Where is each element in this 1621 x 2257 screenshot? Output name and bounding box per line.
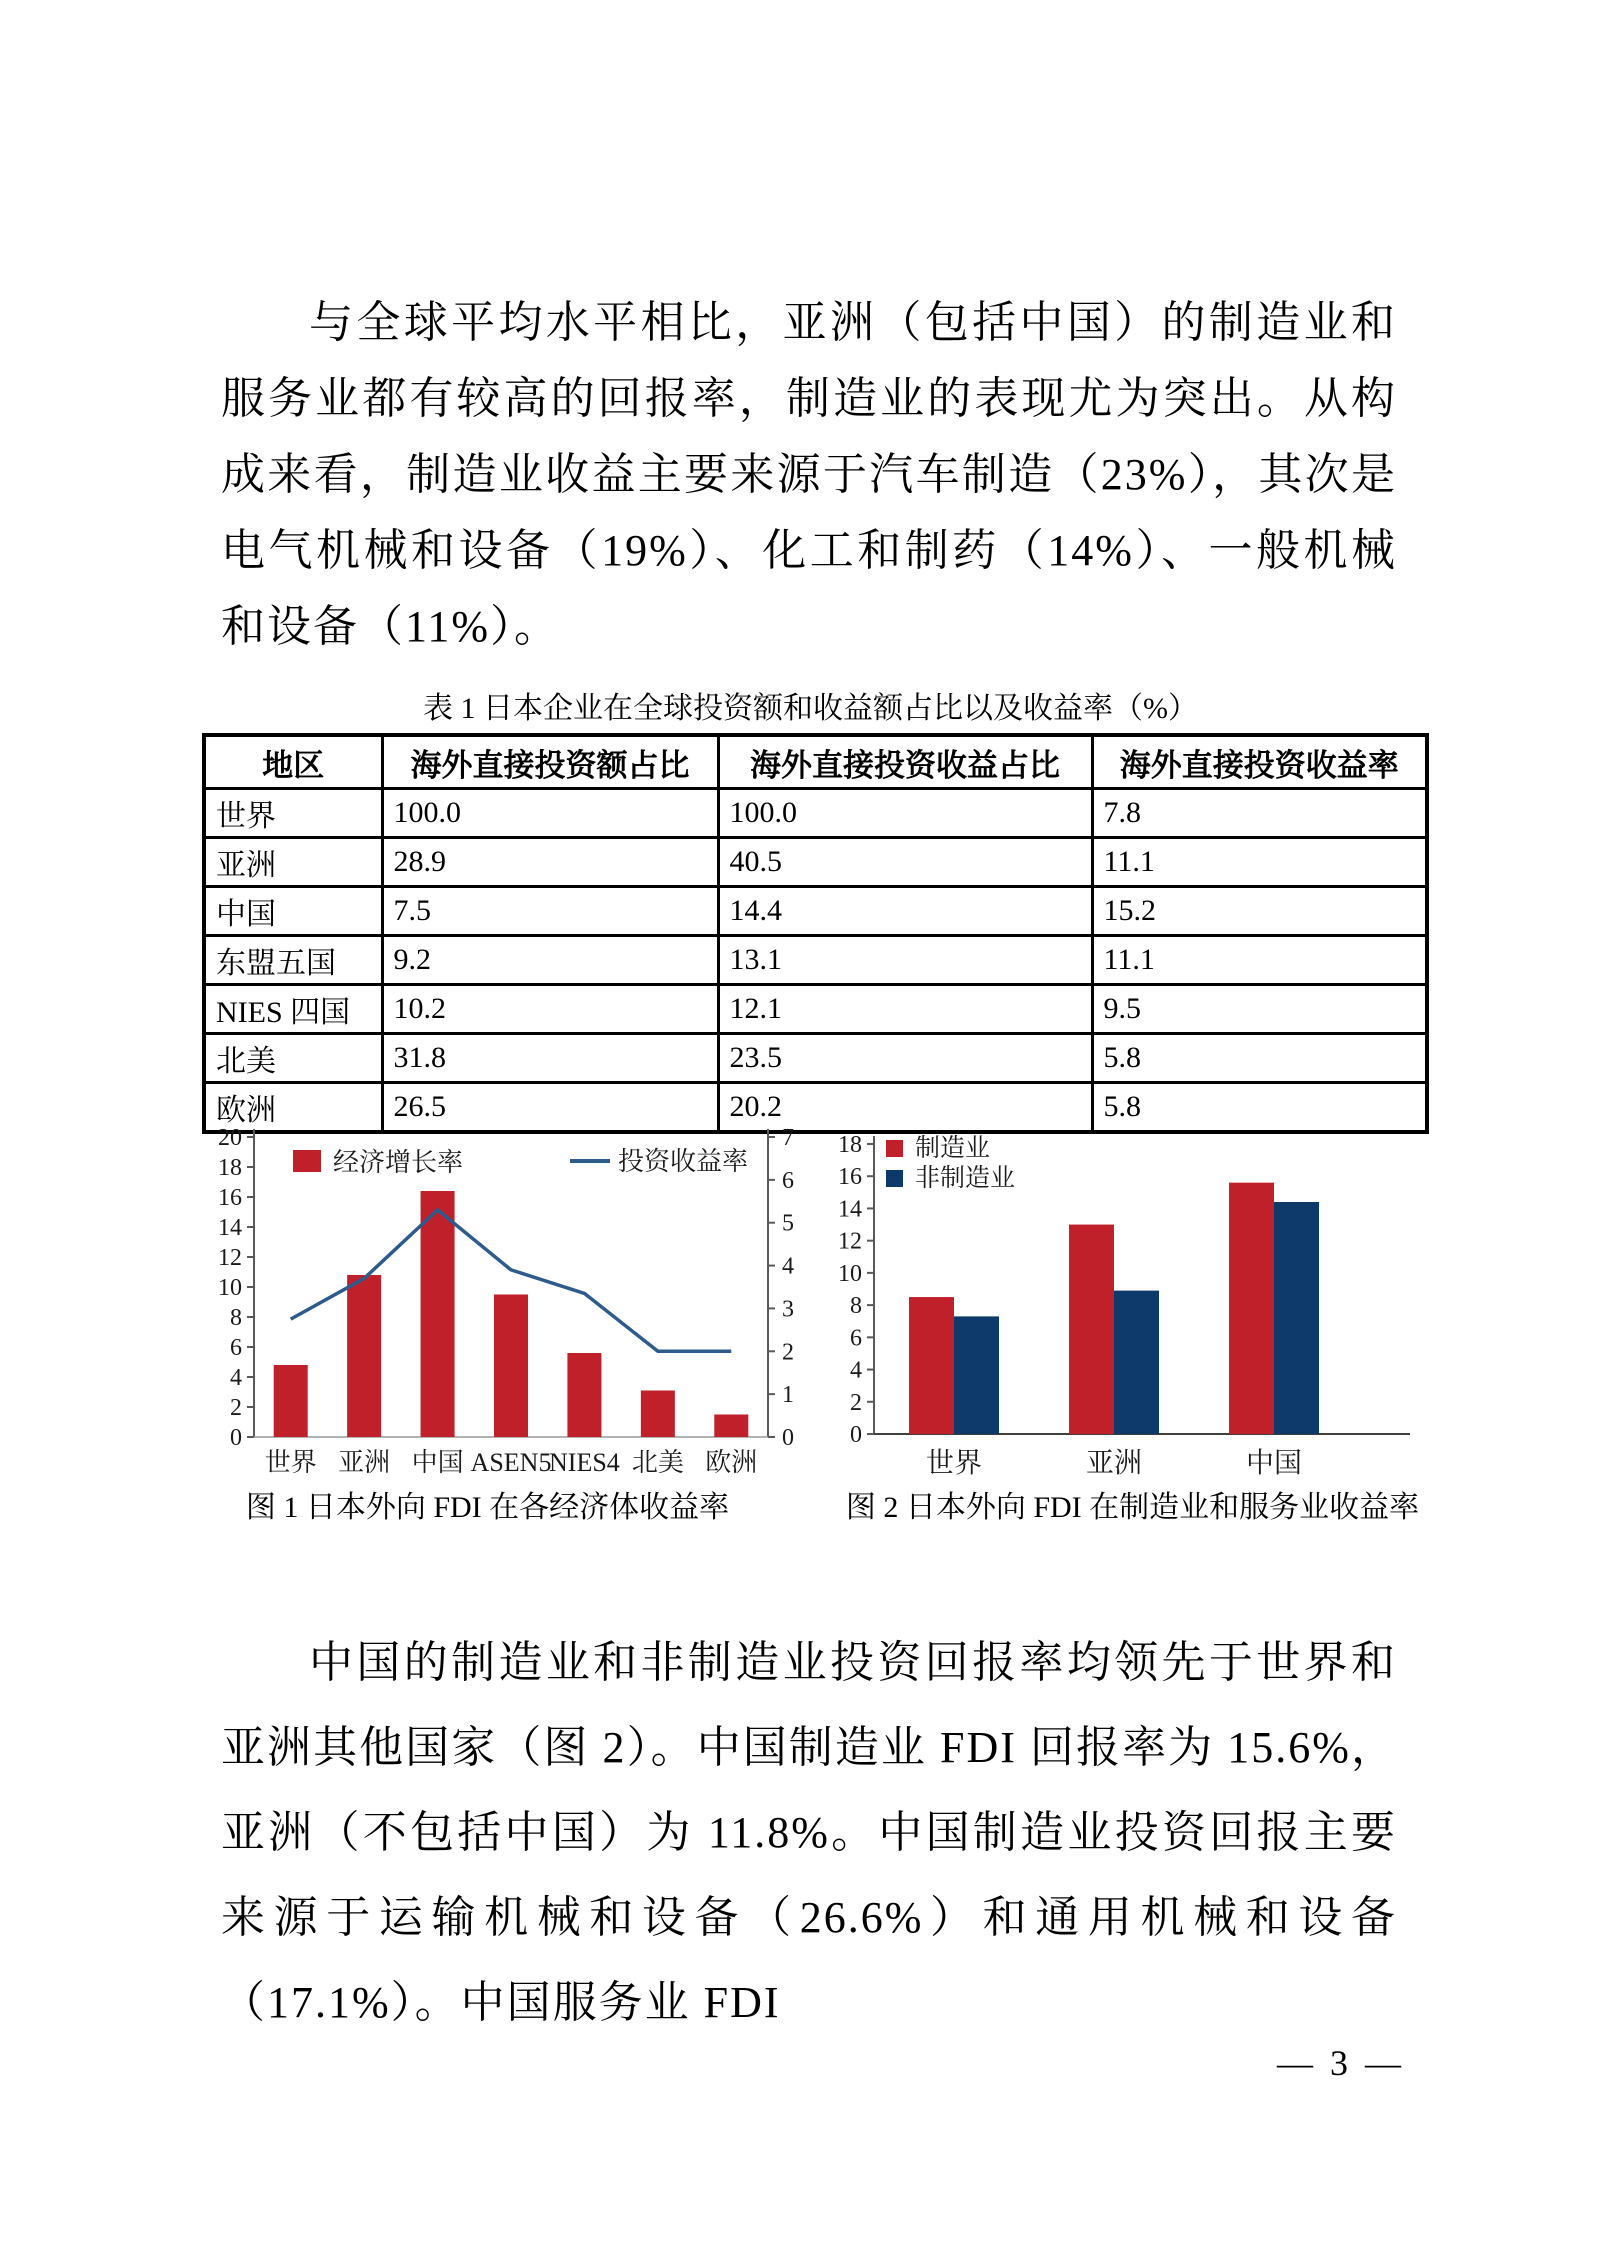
table-cell: 23.5 — [718, 1034, 1092, 1083]
y-tick-label: 18 — [218, 1155, 242, 1181]
y-tick-label-right: 4 — [782, 1253, 794, 1280]
y-tick-label: 20 — [218, 1125, 242, 1151]
table-header-cell: 地区 — [204, 735, 382, 789]
y-tick-label-right: 1 — [782, 1382, 794, 1409]
bar-制造业 — [1069, 1225, 1114, 1434]
y-tick-label: 0 — [850, 1422, 862, 1448]
page-number: — 3 — — [1277, 2043, 1405, 2083]
y-tick-label: 14 — [218, 1215, 242, 1241]
legend-label: 经济增长率 — [333, 1148, 464, 1177]
y-tick-label: 16 — [218, 1185, 242, 1211]
y-tick-label: 10 — [218, 1275, 242, 1301]
x-category-label: 欧洲 — [705, 1448, 758, 1476]
legend-label: 制造业 — [915, 1135, 991, 1162]
table-cell: 5.8 — [1092, 1083, 1427, 1133]
figure-1 — [165, 1104, 810, 1526]
y-tick-label: 16 — [838, 1164, 862, 1191]
y-tick-label: 6 — [230, 1335, 242, 1361]
table-cell: 北美 — [204, 1034, 382, 1083]
x-category-label: 亚洲 — [1085, 1448, 1143, 1476]
y-tick-label: 12 — [838, 1228, 862, 1255]
y-tick-label: 8 — [230, 1305, 242, 1331]
table-row — [204, 887, 1427, 936]
table-cell: 100.0 — [718, 789, 1092, 838]
bar-经济增长率 — [641, 1391, 675, 1438]
y-tick-label-right: 7 — [782, 1125, 794, 1151]
table-cell: 40.5 — [718, 838, 1092, 887]
table-cell: 31.8 — [382, 1034, 718, 1083]
table-cell: 世界 — [204, 789, 382, 838]
table-cell: NIES 四国 — [204, 985, 382, 1034]
bar-非制造业 — [1274, 1202, 1319, 1434]
figure-1-chart — [165, 1104, 810, 1476]
table-row — [204, 789, 1427, 838]
x-category-label: NIES4 — [549, 1448, 620, 1476]
legend-swatch — [886, 1170, 903, 1187]
x-category-label: 中国 — [1245, 1448, 1303, 1476]
y-tick-label-right: 6 — [782, 1167, 794, 1194]
table-cell: 20.2 — [718, 1083, 1092, 1133]
y-tick-label: 6 — [850, 1325, 862, 1352]
paragraph-overview: 与全球平均水平相比，亚洲（包括中国）的制造业和服务业都有较高的回报率，制造业的表现尤为突出。从构成来看，制造业收益主要来源于汽车制造（23%），其次是电气机械和设备（19%）、化工和制药（14%）、一般机械和设备（11%）。 — [221, 298, 1397, 651]
legend-label: 非制造业 — [915, 1165, 1016, 1192]
y-tick-label: 0 — [230, 1425, 242, 1451]
bar-经济增长率 — [714, 1415, 748, 1438]
y-tick-label: 14 — [838, 1196, 862, 1223]
table-header — [204, 735, 1427, 789]
x-category-label: 中国 — [411, 1448, 464, 1476]
legend-label: 投资收益率 — [618, 1147, 749, 1176]
y-tick-label: 10 — [838, 1260, 862, 1287]
table-cell: 14.4 — [718, 887, 1092, 936]
table-row — [204, 985, 1427, 1034]
figure-2 — [810, 1104, 1455, 1526]
x-category-label: 世界 — [264, 1448, 317, 1476]
table-cell: 13.1 — [718, 936, 1092, 985]
table-cell: 东盟五国 — [204, 936, 382, 985]
y-tick-label: 4 — [850, 1357, 862, 1384]
table-cell: 15.2 — [1092, 887, 1427, 936]
bar-非制造业 — [1114, 1291, 1159, 1434]
table-cell: 9.2 — [382, 936, 718, 985]
y-tick-label-right: 2 — [782, 1339, 794, 1366]
y-tick-label-right: 5 — [782, 1210, 794, 1237]
x-category-label: 北美 — [631, 1448, 684, 1476]
y-tick-label: 8 — [850, 1293, 862, 1320]
table-header-cell: 海外直接投资收益占比 — [718, 735, 1092, 789]
table-cell: 10.2 — [382, 985, 718, 1034]
table-cell: 12.1 — [718, 985, 1092, 1034]
y-tick-label-right: 3 — [782, 1296, 794, 1323]
y-tick-label-right: 0 — [782, 1425, 794, 1451]
x-category-label: 亚洲 — [338, 1448, 391, 1476]
table-cell: 28.9 — [382, 838, 718, 887]
figure-1-caption: 图 1 日本外向 FDI 在各经济体收益率 — [245, 1491, 730, 1524]
table-row — [204, 936, 1427, 985]
y-tick-label: 12 — [218, 1245, 242, 1271]
x-category-label: 世界 — [925, 1448, 983, 1476]
bar-经济增长率 — [274, 1365, 308, 1437]
table-row — [204, 1034, 1427, 1083]
paragraph-analysis: 中国的制造业和非制造业投资回报率均领先于世界和亚洲其他国家（图 2）。中国制造业 FDI 回报率为 15.6%，亚洲（不包括中国）为 11.8%。中国制造业投资回报主要来源于运输机械和设备（26.6%）和通用机械和设备（17.1%）。中国服务业 FDI — [221, 1638, 1397, 2027]
bar-经济增长率 — [567, 1353, 601, 1437]
bar-经济增长率 — [421, 1191, 455, 1437]
x-category-label: ASEN5 — [470, 1448, 552, 1476]
table-cell: 中国 — [204, 887, 382, 936]
table-cell: 亚洲 — [204, 838, 382, 887]
table-cell: 11.1 — [1092, 838, 1427, 887]
bar-非制造业 — [954, 1316, 999, 1434]
bar-经济增长率 — [494, 1295, 528, 1438]
table-row — [204, 838, 1427, 887]
figure-2-chart — [810, 1104, 1455, 1476]
table-cell: 26.5 — [382, 1083, 718, 1133]
bar-制造业 — [1229, 1183, 1274, 1434]
table-cell: 7.5 — [382, 887, 718, 936]
table-cell: 100.0 — [382, 789, 718, 838]
figure-2-caption: 图 2 日本外向 FDI 在制造业和服务业收益率 — [845, 1491, 1420, 1524]
table-body — [204, 789, 1427, 1133]
fdi-data-table — [202, 733, 1429, 1134]
bar-制造业 — [909, 1297, 954, 1434]
table-header-cell: 海外直接投资收益率 — [1092, 735, 1427, 789]
table-header-row — [204, 735, 1427, 789]
table-cell: 7.8 — [1092, 789, 1427, 838]
bar-经济增长率 — [347, 1275, 381, 1437]
table-cell: 欧洲 — [204, 1083, 382, 1133]
table-header-cell: 海外直接投资额占比 — [382, 735, 718, 789]
table-cell: 11.1 — [1092, 936, 1427, 985]
legend-swatch — [886, 1140, 903, 1157]
table-cell: 5.8 — [1092, 1034, 1427, 1083]
table-cell: 9.5 — [1092, 985, 1427, 1034]
y-tick-label: 2 — [230, 1395, 242, 1421]
legend-swatch — [293, 1150, 321, 1172]
y-tick-label: 2 — [850, 1389, 862, 1416]
y-tick-label: 18 — [838, 1132, 862, 1158]
y-tick-label: 4 — [230, 1365, 242, 1391]
table-caption: 表 1 日本企业在全球投资额和收益额占比以及收益率（%） — [423, 692, 1198, 725]
